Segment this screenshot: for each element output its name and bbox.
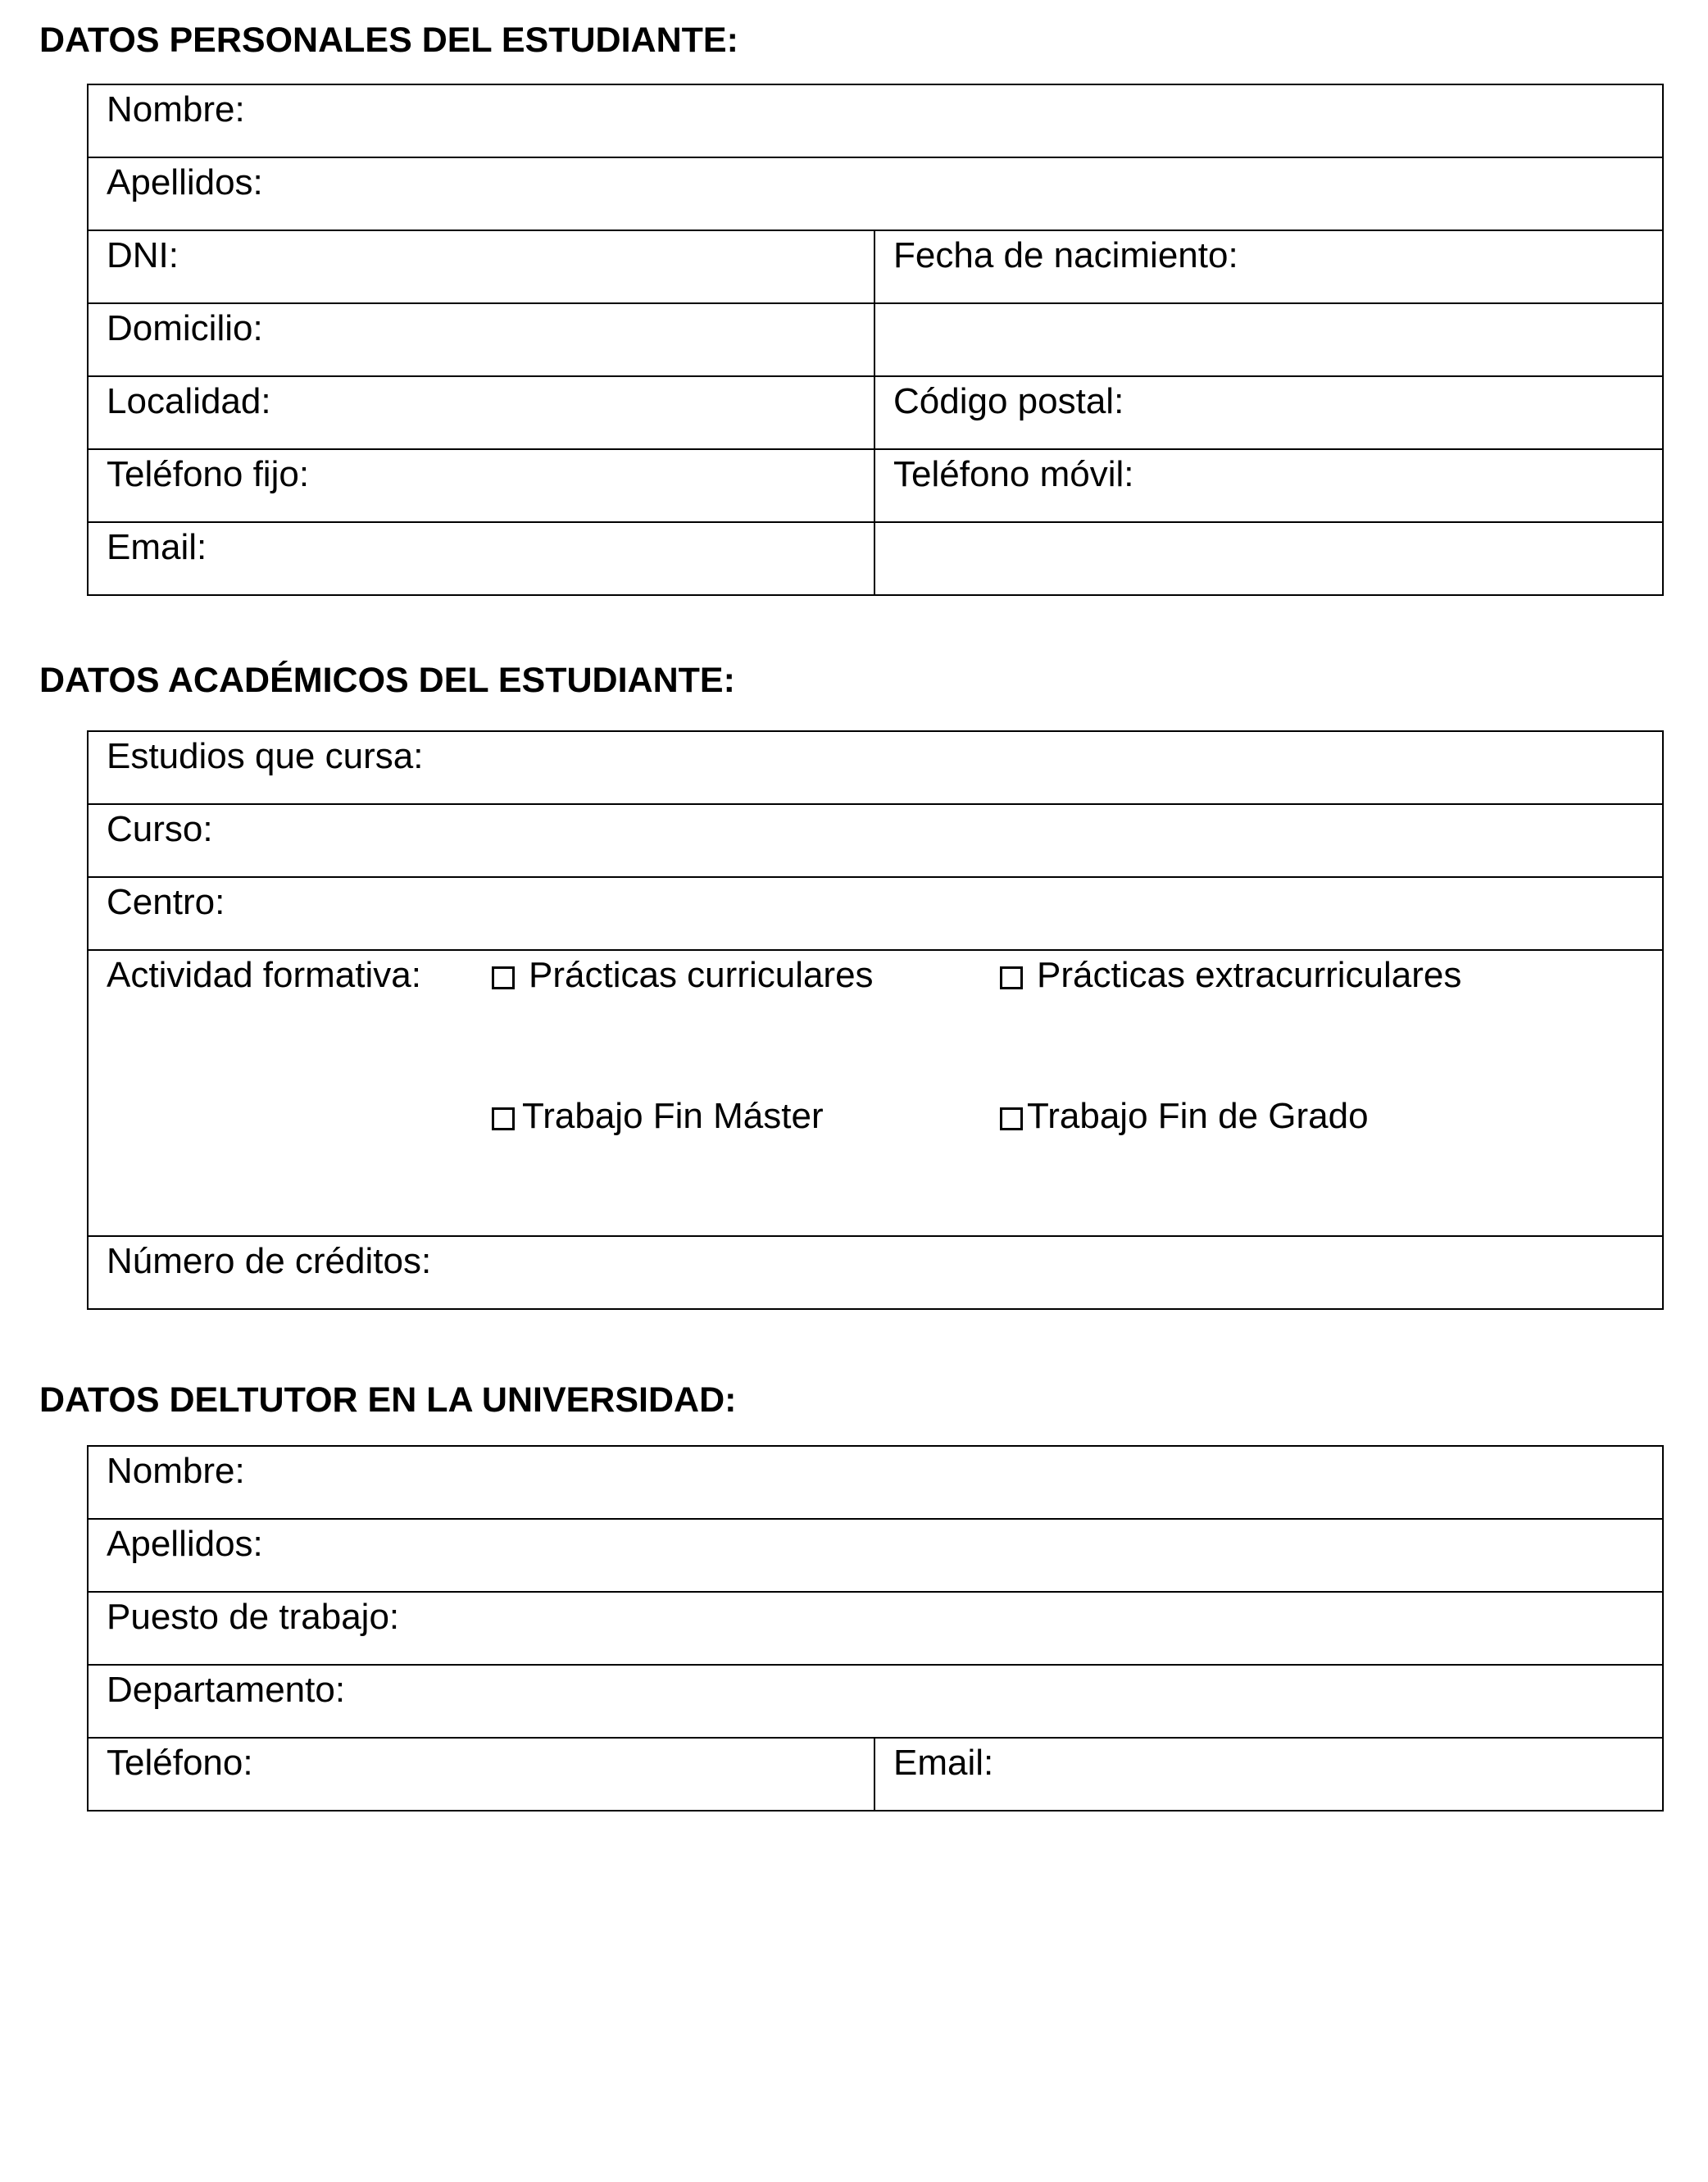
address-field-extra[interactable] <box>874 303 1663 376</box>
option-tfg[interactable] <box>1000 1095 1369 1138</box>
postal-code-field[interactable] <box>874 376 1663 449</box>
table-row <box>88 1592 1663 1665</box>
email-field-extra[interactable] <box>874 522 1663 595</box>
table-row <box>88 522 1663 595</box>
table-row <box>88 303 1663 376</box>
field-label: Domicilio: <box>107 308 263 348</box>
checkbox-tfg[interactable] <box>1000 1107 1023 1130</box>
field-label: Apellidos: <box>107 1524 263 1564</box>
academic-data-table <box>87 730 1664 1310</box>
option-label: Trabajo Fin de Grado <box>1027 1096 1369 1136</box>
option-label: Prácticas extracurriculares <box>1037 955 1462 995</box>
field-label: Fecha de nacimiento: <box>893 235 1238 275</box>
option-extracurricular[interactable] <box>1000 954 1461 997</box>
field-label: Centro: <box>107 882 225 922</box>
landline-field[interactable] <box>88 449 874 522</box>
tutor-email-field[interactable] <box>874 1738 1663 1811</box>
tutor-phone-field[interactable] <box>88 1738 874 1811</box>
field-label: Departamento: <box>107 1670 346 1710</box>
table-row <box>88 157 1663 230</box>
option-label: Prácticas curriculares <box>529 955 874 995</box>
table-row <box>88 449 1663 522</box>
table-row <box>88 1236 1663 1309</box>
table-row <box>88 376 1663 449</box>
tutor-data-heading: DATOS DELTUTOR EN LA UNIVERSIDAD: <box>39 1380 737 1420</box>
table-row <box>88 731 1663 804</box>
mobile-field[interactable] <box>874 449 1663 522</box>
field-label: Número de créditos: <box>107 1241 432 1281</box>
table-row <box>88 1519 1663 1592</box>
field-label: Teléfono: <box>107 1743 253 1783</box>
checkbox-tfm[interactable] <box>492 1107 515 1130</box>
personal-data-table <box>87 84 1664 596</box>
personal-data-heading: DATOS PERSONALES DEL ESTUDIANTE: <box>39 20 738 60</box>
tutor-name-field[interactable] <box>88 1446 1663 1519</box>
tutor-surname-field[interactable] <box>88 1519 1663 1592</box>
option-label: Trabajo Fin Máster <box>522 1096 824 1136</box>
table-row <box>88 230 1663 303</box>
field-label: Estudios que cursa: <box>107 736 424 776</box>
table-row <box>88 877 1663 950</box>
option-tfm[interactable] <box>492 1095 824 1138</box>
field-label: Código postal: <box>893 381 1124 421</box>
table-row <box>88 804 1663 877</box>
tutor-data-table <box>87 1445 1664 1812</box>
field-label: Teléfono móvil: <box>893 454 1134 494</box>
table-row <box>88 1446 1663 1519</box>
center-field[interactable] <box>88 877 1663 950</box>
field-label: Localidad: <box>107 381 271 421</box>
field-label: Curso: <box>107 809 213 849</box>
tutor-position-field[interactable] <box>88 1592 1663 1665</box>
field-label: Actividad formativa: <box>107 955 421 995</box>
table-row <box>88 1665 1663 1738</box>
email-field[interactable] <box>88 522 874 595</box>
course-field[interactable] <box>88 804 1663 877</box>
field-label: Teléfono fijo: <box>107 454 310 494</box>
field-label: Email: <box>107 527 207 567</box>
academic-data-heading: DATOS ACADÉMICOS DEL ESTUDIANTE: <box>39 661 735 700</box>
checkbox-extracurricular[interactable] <box>1000 966 1023 989</box>
table-row <box>88 950 1663 1236</box>
field-label: Nombre: <box>107 1451 245 1491</box>
studies-field[interactable] <box>88 731 1663 804</box>
student-surname-field[interactable] <box>88 157 1663 230</box>
field-label: DNI: <box>107 235 179 275</box>
student-name-field[interactable] <box>88 84 1663 157</box>
field-label: Puesto de trabajo: <box>107 1597 400 1637</box>
town-field[interactable] <box>88 376 874 449</box>
option-curricular[interactable] <box>492 954 874 997</box>
field-label: Nombre: <box>107 89 245 130</box>
activity-field <box>88 950 1663 1236</box>
table-row <box>88 84 1663 157</box>
address-field[interactable] <box>88 303 874 376</box>
field-label: Email: <box>893 1743 994 1783</box>
tutor-department-field[interactable] <box>88 1665 1663 1738</box>
credits-field[interactable] <box>88 1236 1663 1309</box>
dni-field[interactable] <box>88 230 874 303</box>
checkbox-curricular[interactable] <box>492 966 515 989</box>
table-row <box>88 1738 1663 1811</box>
birthdate-field[interactable] <box>874 230 1663 303</box>
field-label: Apellidos: <box>107 162 263 202</box>
